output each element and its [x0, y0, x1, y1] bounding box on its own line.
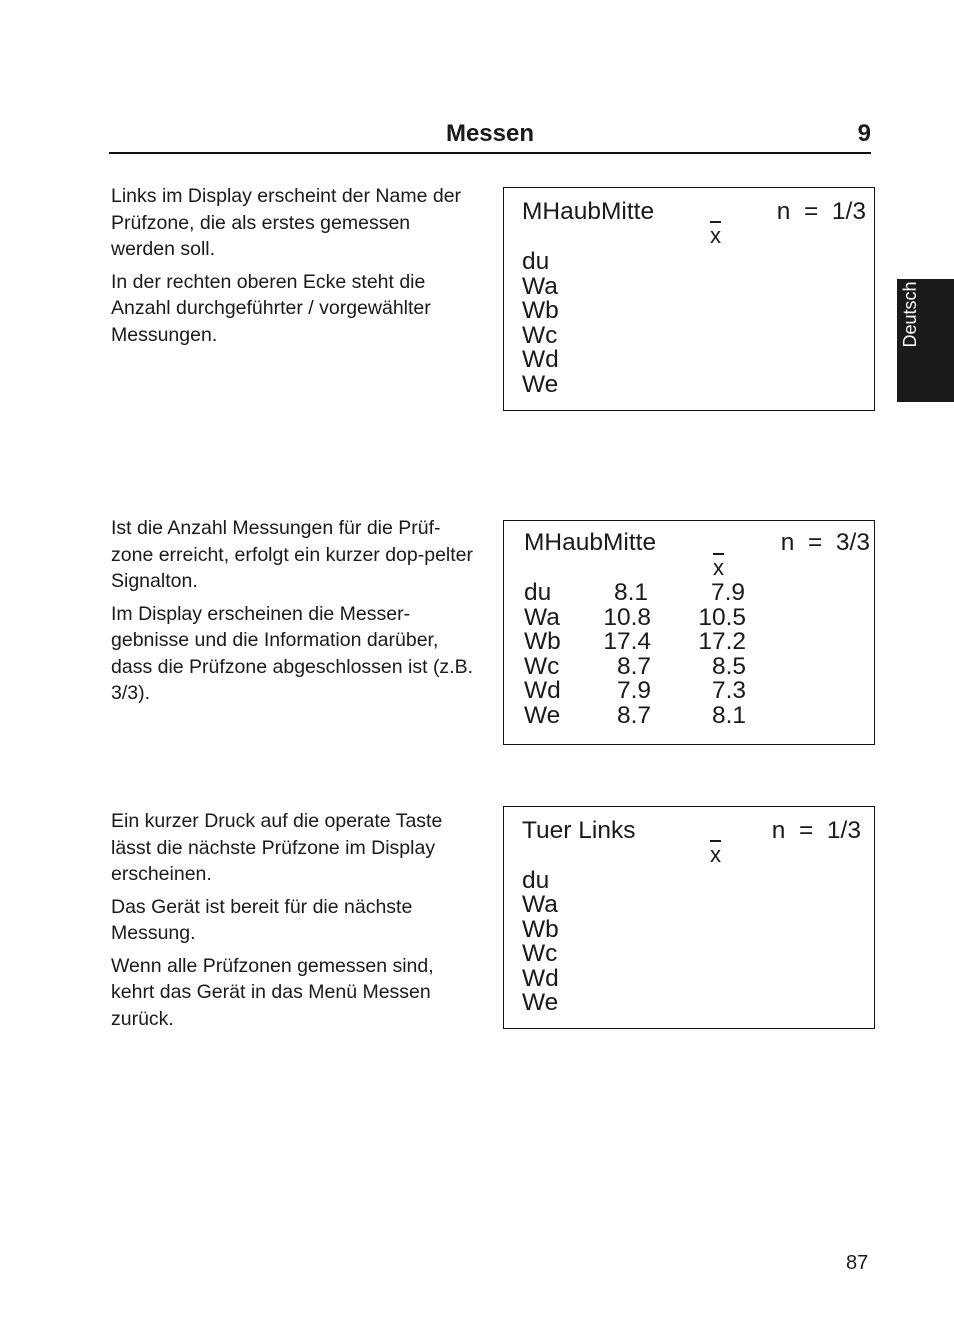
display-screen-1: [503, 187, 875, 411]
row-label: Wa: [522, 891, 558, 918]
display-row: [504, 679, 874, 704]
row-label: du: [524, 579, 552, 606]
row-label: Wd: [524, 677, 561, 704]
row-label: We: [522, 371, 559, 398]
measurement-count: n = 1/3: [771, 817, 861, 844]
display-row: [504, 299, 874, 324]
display-row: [504, 250, 874, 275]
display-row: [504, 869, 874, 894]
row-label: Wc: [524, 653, 560, 680]
row-label: Wa: [524, 604, 560, 631]
paragraph: Ein kurzer Druck auf die operate Taste lässt die nächste Prüfzone im Display erscheinen.: [111, 810, 443, 885]
display-row: [504, 704, 874, 729]
row-mean: 10.5: [698, 604, 746, 631]
paragraph: In der rechten oberen Ecke steht die Anzahl durchgeführter / vorgewählter Messungen.: [111, 270, 431, 346]
row-label: Wd: [522, 346, 559, 373]
row-value: 7.9: [616, 677, 651, 704]
zone-name: MHaubMitte: [524, 529, 657, 556]
display-row: [504, 893, 874, 918]
row-mean: 7.9: [710, 579, 745, 606]
row-label: Wb: [522, 297, 559, 324]
row-mean: 7.3: [711, 677, 746, 704]
row-label: We: [522, 989, 559, 1016]
mean-symbol: $\overline{x}$: [713, 555, 724, 580]
zone-name: Tuer Links: [522, 817, 636, 844]
row-label: du: [522, 248, 550, 275]
display-row: [504, 942, 874, 967]
row-mean: 8.1: [711, 702, 746, 729]
row-label: Wd: [522, 965, 559, 992]
paragraph: Das Gerät ist bereit für die nächste Messung.: [111, 895, 413, 944]
page-number: 87: [846, 1252, 869, 1274]
mean-symbol: $\overline{x}$: [710, 223, 721, 248]
row-value: 17.4: [603, 628, 651, 655]
display-row: [504, 918, 874, 943]
display-row: [504, 275, 874, 300]
display-row: [504, 630, 874, 655]
mean-symbol: $\overline{x}$: [710, 842, 721, 867]
display-row: [504, 373, 874, 398]
display-row: [504, 348, 874, 373]
row-label: Wb: [524, 628, 561, 655]
language-tab-label: Deutsch: [900, 281, 920, 348]
row-value: 8.1: [613, 579, 648, 606]
language-tab: [897, 279, 954, 402]
display-row: [504, 324, 874, 349]
section-1-text: [111, 183, 479, 354]
row-label: Wb: [522, 916, 559, 943]
measurement-count: n = 3/3: [780, 529, 870, 556]
display-screen-3: [503, 806, 875, 1029]
zone-name: MHaubMitte: [522, 198, 655, 225]
row-label: We: [524, 702, 561, 729]
row-mean: 17.2: [698, 628, 746, 655]
row-label: Wc: [522, 322, 558, 349]
display-row: [504, 967, 874, 992]
display-row: [504, 581, 874, 606]
display-screen-2: [503, 520, 875, 745]
paragraph: Ist die Anzahl Messungen für die Prüf-zone erreicht, erfolgt ein kurzer dop-pelter Signalton.: [111, 517, 474, 592]
page-title: Messen: [445, 120, 535, 147]
paragraph: Wenn alle Prüfzonen gemessen sind, kehrt das Gerät in das Menü Messen zurück.: [111, 954, 434, 1030]
paragraph: Links im Display erscheint der Name der Prüfzone, die als erstes gemessen werden soll.: [111, 185, 462, 260]
display-row: [504, 991, 874, 1016]
chapter-number: 9: [857, 120, 871, 147]
section-3-text: [111, 808, 479, 1038]
measurement-count: n = 1/3: [776, 198, 866, 225]
section-2-text: [111, 515, 479, 713]
row-value: 8.7: [616, 653, 651, 680]
row-mean: 8.5: [711, 653, 746, 680]
row-value: 10.8: [603, 604, 651, 631]
page-header: [109, 118, 871, 154]
paragraph: Im Display erscheinen die Messer-gebnisse und die Information darüber, dass die Prüfzone abgeschlossen ist (z.B. 3/3).: [111, 602, 474, 704]
row-value: 8.7: [616, 702, 651, 729]
row-label: Wc: [522, 940, 558, 967]
row-label: Wa: [522, 273, 558, 300]
row-label: du: [522, 867, 550, 894]
